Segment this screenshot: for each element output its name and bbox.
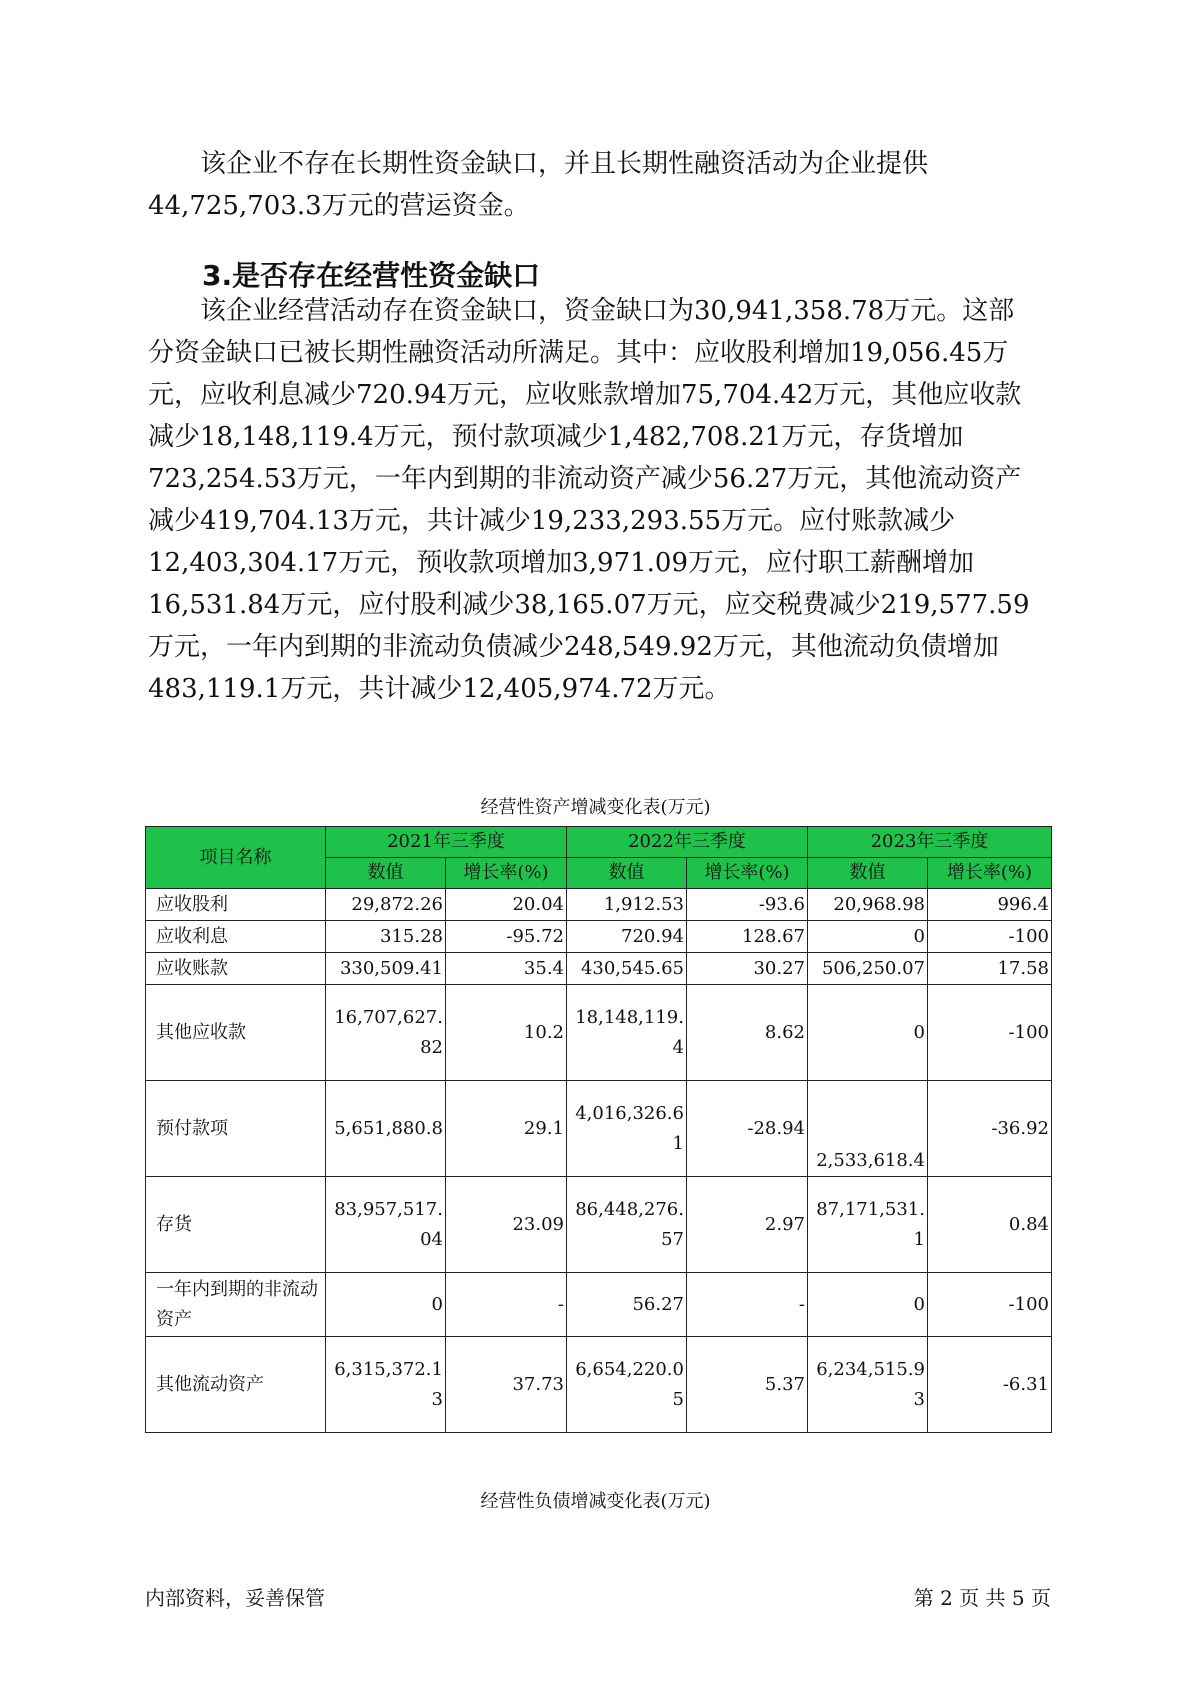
cell-value: 56.27: [567, 1273, 687, 1337]
cell-growth: 23.09: [446, 1177, 567, 1273]
table-row: [146, 1273, 1052, 1337]
table-caption-assets: 经营性资产增减变化表(万元): [480, 797, 711, 818]
cell-growth: 2.97: [687, 1177, 808, 1273]
cell-growth: 29.1: [446, 1081, 567, 1177]
cell-growth: 8.62: [687, 985, 808, 1081]
cell-value: 0: [808, 921, 928, 953]
table-row: [146, 953, 1052, 985]
paragraph-line: 44,725,703.3万元的营运资金。: [148, 191, 530, 221]
row-name: 存货: [146, 1177, 326, 1273]
cell-value: 4,016,326.61: [567, 1081, 687, 1177]
table-row: [146, 921, 1052, 953]
cell-growth: 5.37: [687, 1337, 808, 1433]
cell-value: 0: [326, 1273, 446, 1337]
footer-page-number: 第 2 页 共 5 页: [913, 1586, 1051, 1610]
paragraph-operating-gap: [148, 290, 1054, 710]
row-name: 应收股利: [146, 889, 326, 921]
cell-value: 86,448,276.57: [567, 1177, 687, 1273]
paragraph-line: 该企业不存在长期性资金缺口，并且长期性融资活动为企业提供: [200, 149, 929, 179]
row-name: 其他应收款: [146, 985, 326, 1081]
cell-growth: -6.31: [928, 1337, 1052, 1433]
cell-value: 430,545.65: [567, 953, 687, 985]
cell-growth: -36.92: [928, 1081, 1052, 1177]
cell-value: 0: [808, 985, 928, 1081]
paragraph-long-term-gap: [148, 143, 1054, 227]
cell-growth: 17.58: [928, 953, 1052, 985]
paragraph-line: 减少18,148,119.4万元，预付款项减少1,482,708.21万元，存货增加: [148, 422, 964, 452]
paragraph-line: 分资金缺口已被长期性融资活动所满足。其中：应收股利增加19,056.45万: [148, 338, 1009, 368]
header-growth: 增长率(%): [928, 858, 1052, 889]
row-name: 应收账款: [146, 953, 326, 985]
cell-growth: 128.67: [687, 921, 808, 953]
cell-growth: -: [687, 1273, 808, 1337]
cell-growth: 10.2: [446, 985, 567, 1081]
paragraph-line: 12,403,304.17万元，预收款项增加3,971.09万元，应付职工薪酬增加: [148, 548, 974, 578]
header-period-2021: 2021年三季度: [326, 827, 567, 858]
section-heading: 3.是否存在经营性资金缺口: [202, 259, 541, 292]
row-name: 一年内到期的非流动资产: [146, 1273, 326, 1337]
cell-value: 87,171,531.1: [808, 1177, 928, 1273]
paragraph-line: 元，应收利息减少720.94万元，应收账款增加75,704.42万元，其他应收款: [148, 380, 1022, 410]
cell-value: 330,509.41: [326, 953, 446, 985]
cell-growth: 35.4: [446, 953, 567, 985]
cell-growth: -100: [928, 985, 1052, 1081]
header-growth: 增长率(%): [446, 858, 567, 889]
cell-growth: 30.27: [687, 953, 808, 985]
cell-value: 1,912.53: [567, 889, 687, 921]
paragraph-line: 减少419,704.13万元，共计减少19,233,293.55万元。应付账款减少: [148, 506, 956, 536]
cell-value: 18,148,119.4: [567, 985, 687, 1081]
table-caption-liabilities: 经营性负债增减变化表(万元): [480, 1491, 711, 1512]
cell-value: 6,315,372.13: [326, 1337, 446, 1433]
cell-value: 6,654,220.05: [567, 1337, 687, 1433]
header-period-2023: 2023年三季度: [808, 827, 1052, 858]
cell-growth: -100: [928, 1273, 1052, 1337]
cell-value: 720.94: [567, 921, 687, 953]
paragraph-line: 483,119.1万元，共计减少12,405,974.72万元。: [148, 674, 731, 704]
cell-growth: 0.84: [928, 1177, 1052, 1273]
header-item-name: 项目名称: [146, 827, 326, 889]
table-row: [146, 889, 1052, 921]
paragraph-line: 万元，一年内到期的非流动负债减少248,549.92万元，其他流动负债增加: [148, 632, 999, 662]
row-name: 应收利息: [146, 921, 326, 953]
header-period-2022: 2022年三季度: [567, 827, 808, 858]
cell-value: 2,533,618.4: [808, 1081, 928, 1177]
cell-value: 83,957,517.04: [326, 1177, 446, 1273]
header-value: 数值: [567, 858, 687, 889]
cell-growth: -100: [928, 921, 1052, 953]
cell-value: 20,968.98: [808, 889, 928, 921]
paragraph-line: 723,254.53万元，一年内到期的非流动资产减少56.27万元，其他流动资产: [148, 464, 1022, 494]
table-row: [146, 1337, 1052, 1433]
cell-growth: -95.72: [446, 921, 567, 953]
cell-value: 6,234,515.93: [808, 1337, 928, 1433]
cell-value: 0: [808, 1273, 928, 1337]
cell-value: 16,707,627.82: [326, 985, 446, 1081]
header-value: 数值: [808, 858, 928, 889]
cell-growth: -93.6: [687, 889, 808, 921]
footer-confidential-note: 内部资料，妥善保管: [145, 1586, 325, 1610]
cell-growth: 996.4: [928, 889, 1052, 921]
row-name: 预付款项: [146, 1081, 326, 1177]
paragraph-line: 16,531.84万元，应付股利减少38,165.07万元，应交税费减少219,577.59: [148, 590, 1030, 620]
cell-growth: 20.04: [446, 889, 567, 921]
cell-growth: -28.94: [687, 1081, 808, 1177]
table-row: [146, 1081, 1052, 1177]
cell-value: 506,250.07: [808, 953, 928, 985]
cell-growth: 37.73: [446, 1337, 567, 1433]
paragraph-line: 该企业经营活动存在资金缺口，资金缺口为30,941,358.78万元。这部: [200, 296, 1015, 326]
table-row: [146, 1177, 1052, 1273]
cell-value: 315.28: [326, 921, 446, 953]
row-name: 其他流动资产: [146, 1337, 326, 1433]
header-growth: 增长率(%): [687, 858, 808, 889]
table-row: [146, 985, 1052, 1081]
operating-assets-table: [145, 826, 1052, 1433]
cell-growth: -: [446, 1273, 567, 1337]
cell-value: 29,872.26: [326, 889, 446, 921]
cell-value: 5,651,880.8: [326, 1081, 446, 1177]
header-value: 数值: [326, 858, 446, 889]
